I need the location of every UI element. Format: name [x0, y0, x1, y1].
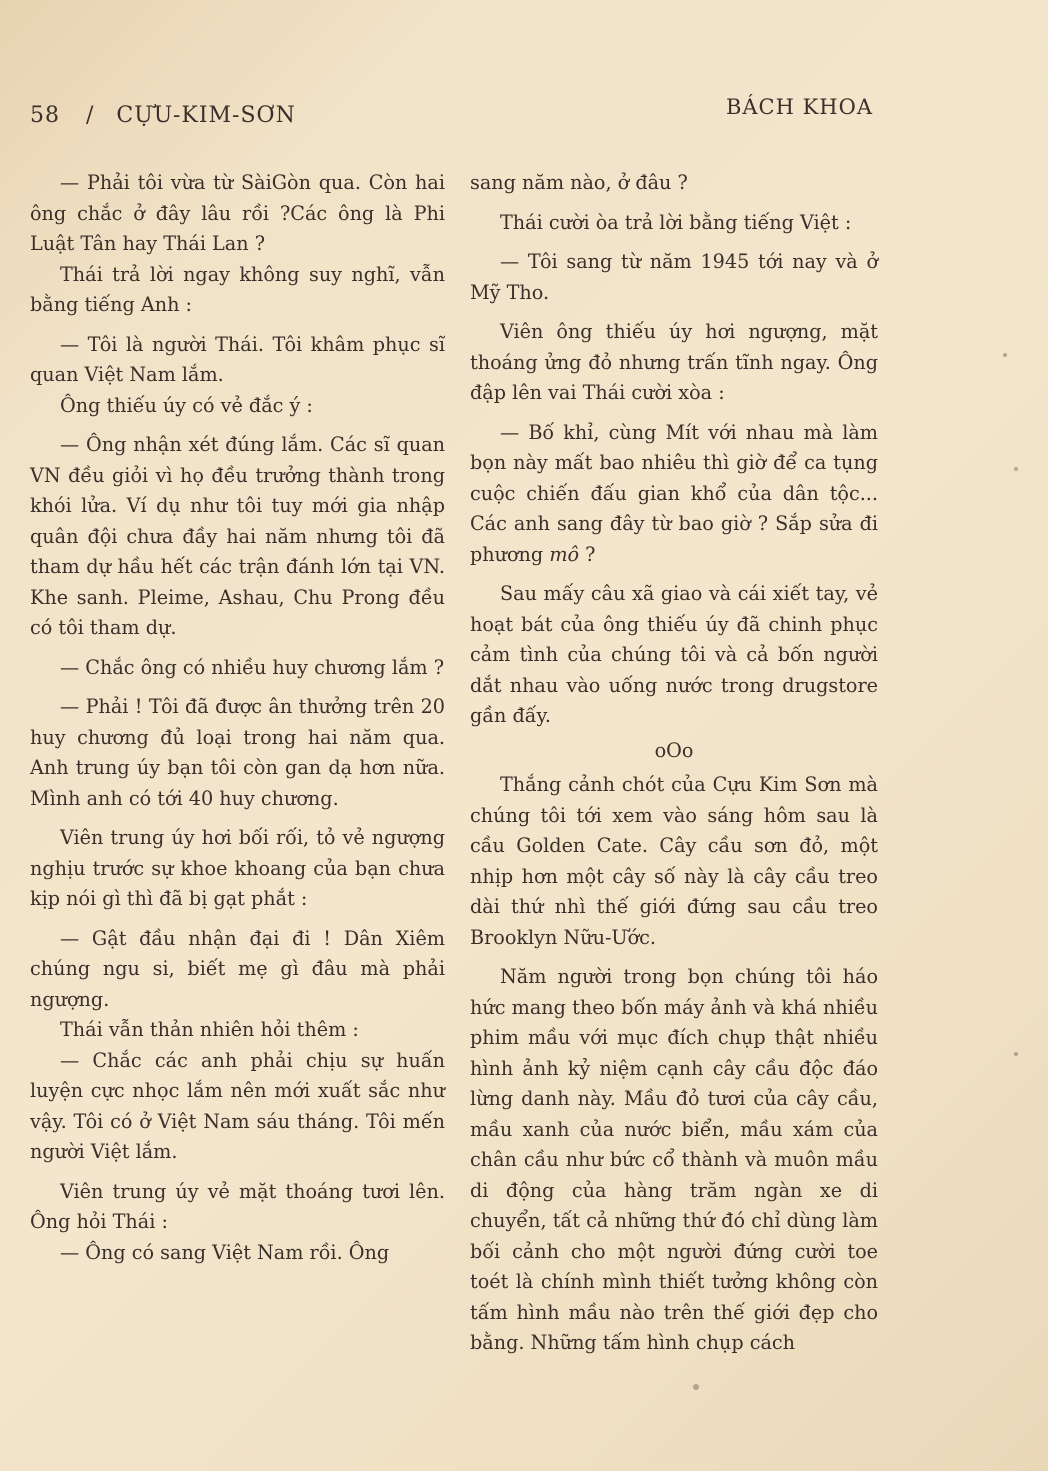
- paragraph: Viên trung úy vẻ mặt thoáng tươi lên. Ông hỏi Thái :: [30, 1179, 445, 1233]
- paragraph: — Tôi là người Thái. Tôi khâm phục sĩ quan Việt Nam lắm.: [30, 332, 445, 386]
- paragraph: — Chắc ông có nhiều huy chương lắm ?: [60, 655, 444, 679]
- paragraph: Thái trả lời ngay không suy nghĩ, vẫn bằng tiếng Anh :: [30, 262, 445, 316]
- header-separator: /: [86, 103, 95, 128]
- paragraph: — Phải tôi vừa từ SàiGòn qua. Còn hai ông chắc ở đây lâu rồi ?Các ông là Phi Luật Tân hay Thái Lan ?: [30, 171, 445, 255]
- paragraph: sang năm nào, ở đâu ?: [470, 171, 688, 194]
- paragraph: — Phải ! Tôi đã được ân thưởng trên 20 huy chương đủ loại trong hai năm qua. Anh trung úy bạn tôi còn gan dạ hơn nữa. Mình anh có tới 40 huy chương.: [30, 695, 445, 810]
- magazine-name: BÁCH KHOA: [725, 95, 873, 119]
- paragraph: [470, 418, 878, 571]
- right-column: [470, 168, 878, 1359]
- paper-speck: [693, 1384, 699, 1390]
- paragraph-end: ?: [579, 542, 596, 566]
- dialect-word: mô: [549, 542, 580, 566]
- paragraph: Thắng cảnh chót của Cựu Kim Sơn mà chúng tôi tới xem vào sáng hôm sau là cầu Golden Cate. Cây cầu sơn đỏ, một nhịp hơn một cây số này là cây cầu treo dài thứ nhì thế giới đứng sau cầu treo Brooklyn Nữu-Ước.: [470, 773, 878, 949]
- paragraph-text: — Bố khỉ, cùng Mít với nhau mà làm bọn này mất bao nhiêu thì giờ để ca tụng cuộc chiến đấu gian khổ của dân tộc... Các anh sang đây từ bao giờ ? Sắp sửa đi phương: [470, 420, 878, 566]
- paragraph: Viên trung úy hơi bối rối, tỏ vẻ ngượng nghịu trước sự khoe khoang của bạn chưa kịp nói gì thì đã bị gạt phắt :: [30, 826, 445, 910]
- paragraph: — Tôi sang từ năm 1945 tới nay và ở Mỹ Tho.: [470, 250, 878, 304]
- paper-speck: [1003, 353, 1007, 357]
- paper-speck: [1014, 1052, 1018, 1056]
- paragraph: Thái cười òa trả lời bằng tiếng Việt :: [500, 210, 852, 234]
- paragraph: — Ông có sang Việt Nam rồi. Ông: [60, 1240, 390, 1264]
- paragraph: Thái vẫn thản nhiên hỏi thêm :: [60, 1018, 359, 1041]
- section-divider: oOo: [654, 738, 694, 762]
- paragraph: — Gật đầu nhận đại đi ! Dân Xiêm chúng ngu si, biết mẹ gì đâu mà phải ngượng.: [30, 926, 445, 1011]
- paragraph: Viên ông thiếu úy hơi ngượng, mặt thoáng ửng đỏ nhưng trấn tĩnh ngay. Ông đập lên vai Thái cười xòa :: [470, 320, 878, 404]
- paragraph: — Ông nhận xét đúng lắm. Các sĩ quan VN đều giỏi vì họ đều trưởng thành trong khói lửa. Ví dụ như tôi tuy mới gia nhập quân đội chưa đầy hai năm nhưng tôi đã tham dự hầu hết các trận đánh lớn tại VN. Khe sanh. Pleime, Ashau, Chu Prong đều có tôi tham dự.: [30, 433, 445, 639]
- paragraph: — Chắc các anh phải chịu sự huấn luyện cực nhọc lắm nên mới xuất sắc như vậy. Tôi có ở Việt Nam sáu tháng. Tôi mến người Việt lắm.: [30, 1048, 445, 1163]
- paragraph: Ông thiếu úy có vẻ đắc ý :: [60, 393, 313, 417]
- header-left: [30, 103, 296, 128]
- page-number: 58: [30, 103, 60, 128]
- section-title: CỰU-KIM-SƠN: [116, 103, 296, 128]
- paper-speck: [1014, 467, 1018, 471]
- paragraph: Sau mấy câu xã giao và cái xiết tay, vẻ hoạt bát của ông thiếu úy đã chinh phục cảm tình của chúng tôi và cả bốn người dắt nhau vào uống nước trong drugstore gần đấy.: [470, 582, 878, 727]
- paragraph: Năm người trong bọn chúng tôi háo hức mang theo bốn máy ảnh và khá nhiều phim mầu với mục đích chụp thật nhiều hình ảnh kỷ niệm cạnh cây cầu độc đáo lừng danh này. Mầu đỏ tươi của cây cầu, mầu xanh của nước biển, mầu xám của chân cầu như bức cổ thành và muôn mầu di động của hàng trăm ngàn xe di chuyển, tất cả những thứ đó chỉ dùng làm bối cảnh cho một người đứng cười toe toét là chính mình thiết tưởng không còn tấm hình mầu nào trên thế giới đẹp cho bằng. Những tấm hình chụp cách: [470, 965, 878, 1354]
- page-header: [30, 95, 873, 135]
- left-column: [30, 168, 445, 1268]
